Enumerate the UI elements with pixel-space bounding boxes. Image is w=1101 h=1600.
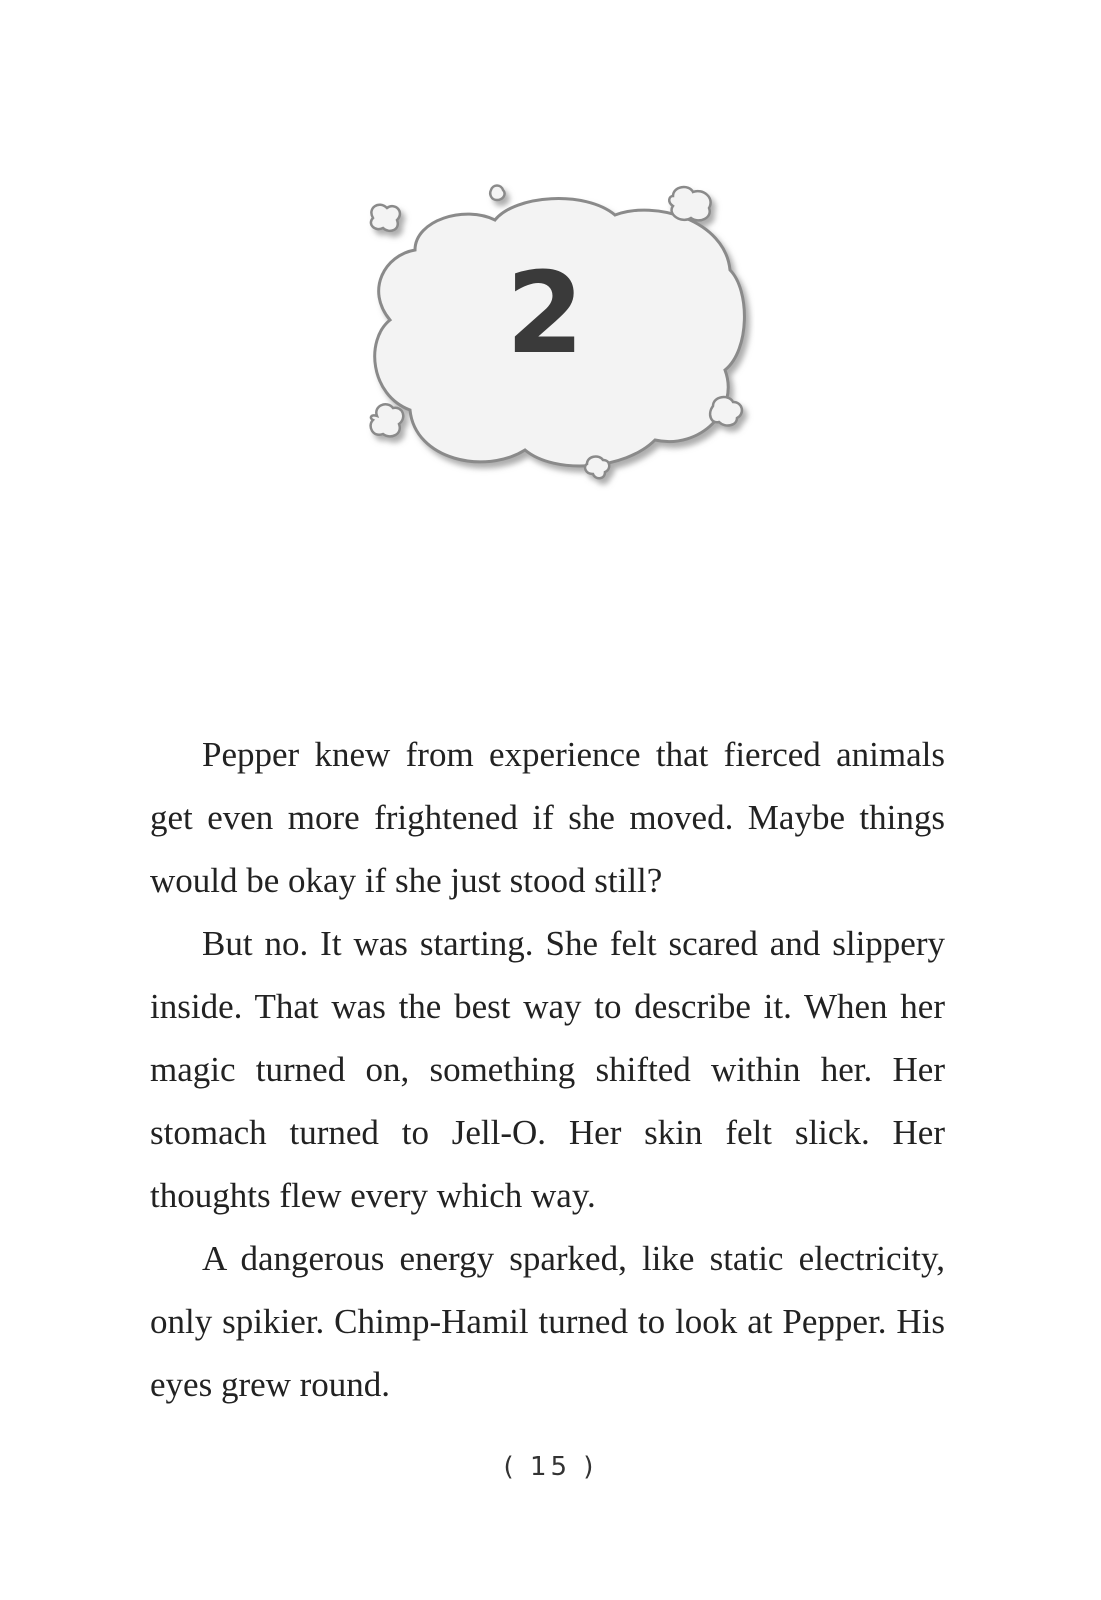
paragraph: Pepper knew from experience that fierced animals get even more frightened if she moved. Maybe things would be okay if she just stood still? (150, 735, 945, 900)
page-number: ( 15 ) (503, 1452, 598, 1482)
chapter-body (150, 723, 945, 1416)
chapter-number: 2 (506, 249, 584, 379)
paragraph: But no. It was starting. She felt scared and slippery inside. That was the best way to describe it. When her magic turned on, something shifted within her. Her stomach turned to Jell-O. Her skin felt slick. Her thoughts flew every which way. (150, 924, 945, 1215)
chapter-badge (355, 180, 755, 500)
paragraph: A dangerous energy sparked, like static electricity, only spikier. Chimp-Hamil turned to look at Pepper. His eyes grew round. (150, 1239, 945, 1404)
